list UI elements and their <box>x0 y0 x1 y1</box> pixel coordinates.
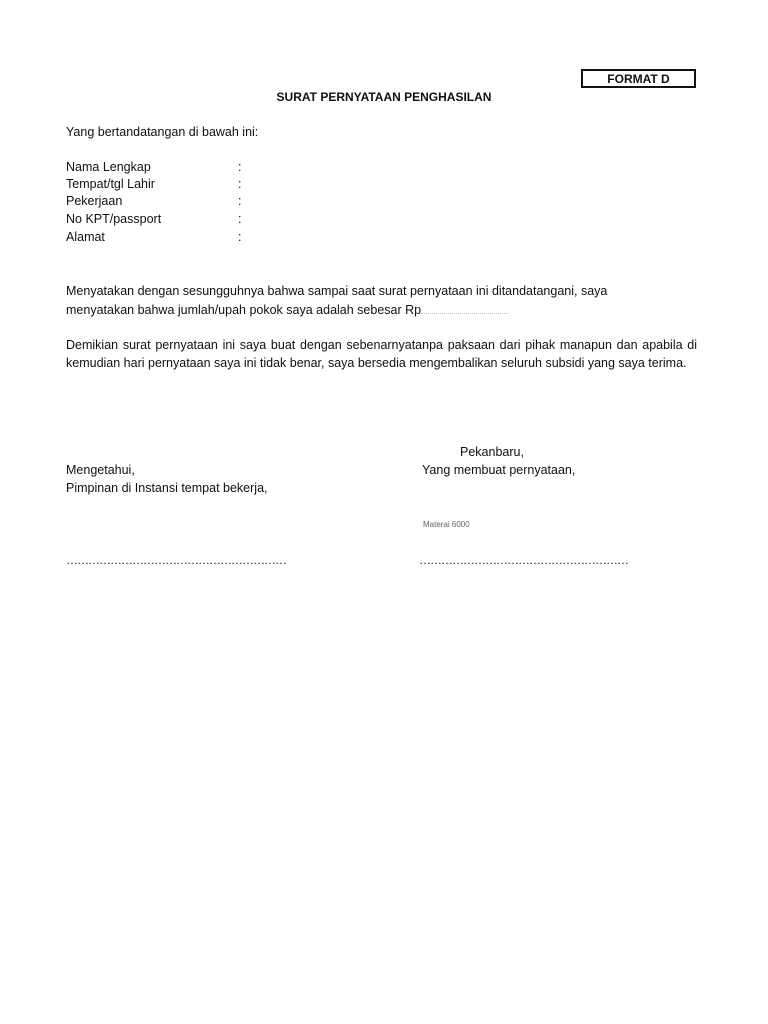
field-label-occupation: Pekerjaan <box>66 194 123 208</box>
stamp-duty-label: Materai 6000 <box>423 520 470 529</box>
field-label-name: Nama Lengkap <box>66 160 151 174</box>
field-colon: : <box>238 160 242 174</box>
left-signature-line1: Mengetahui, <box>66 463 135 477</box>
field-label-address: Alamat <box>66 230 105 244</box>
right-signature-line1: Yang membuat pernyataan, <box>422 463 576 477</box>
field-colon: : <box>238 177 242 191</box>
statement-line-2 <box>66 301 509 317</box>
statement-line-1: Menyatakan dengan sesungguhnya bahwa sampai saat surat pernyataan ini ditandatangani, saya <box>66 284 608 298</box>
field-label-birth: Tempat/tgl Lahir <box>66 177 155 191</box>
field-label-id: No KPT/passport <box>66 212 162 226</box>
document-title: SURAT PERNYATAAN PENGHASILAN <box>276 90 492 104</box>
field-colon: : <box>238 194 242 208</box>
left-signature-blank: …………………………………………………… <box>66 553 286 567</box>
closing-paragraph: Demikian surat pernyataan ini saya buat dengan sebenarnyatanpa paksaan dari pihak manapun dan apabila di kemudian hari pernyataan saya ini tidak benar, saya bersedia mengembalikan seluruh subsidi yang saya terima. <box>66 338 697 370</box>
intro-text: Yang bertandatangan di bawah ini: <box>66 125 259 139</box>
place-date: Pekanbaru, <box>460 445 524 459</box>
statement-line-2-text: menyatakan bahwa jumlah/upah pokok saya adalah sebesar Rp <box>66 303 422 317</box>
left-signature-line2: Pimpinan di Instansi tempat bekerja, <box>66 481 268 495</box>
format-label: FORMAT D <box>581 69 696 88</box>
amount-blank <box>421 301 509 314</box>
field-colon: : <box>238 212 242 226</box>
right-signature-blank: ………………………………………………… <box>419 553 628 567</box>
field-colon: : <box>238 230 242 244</box>
